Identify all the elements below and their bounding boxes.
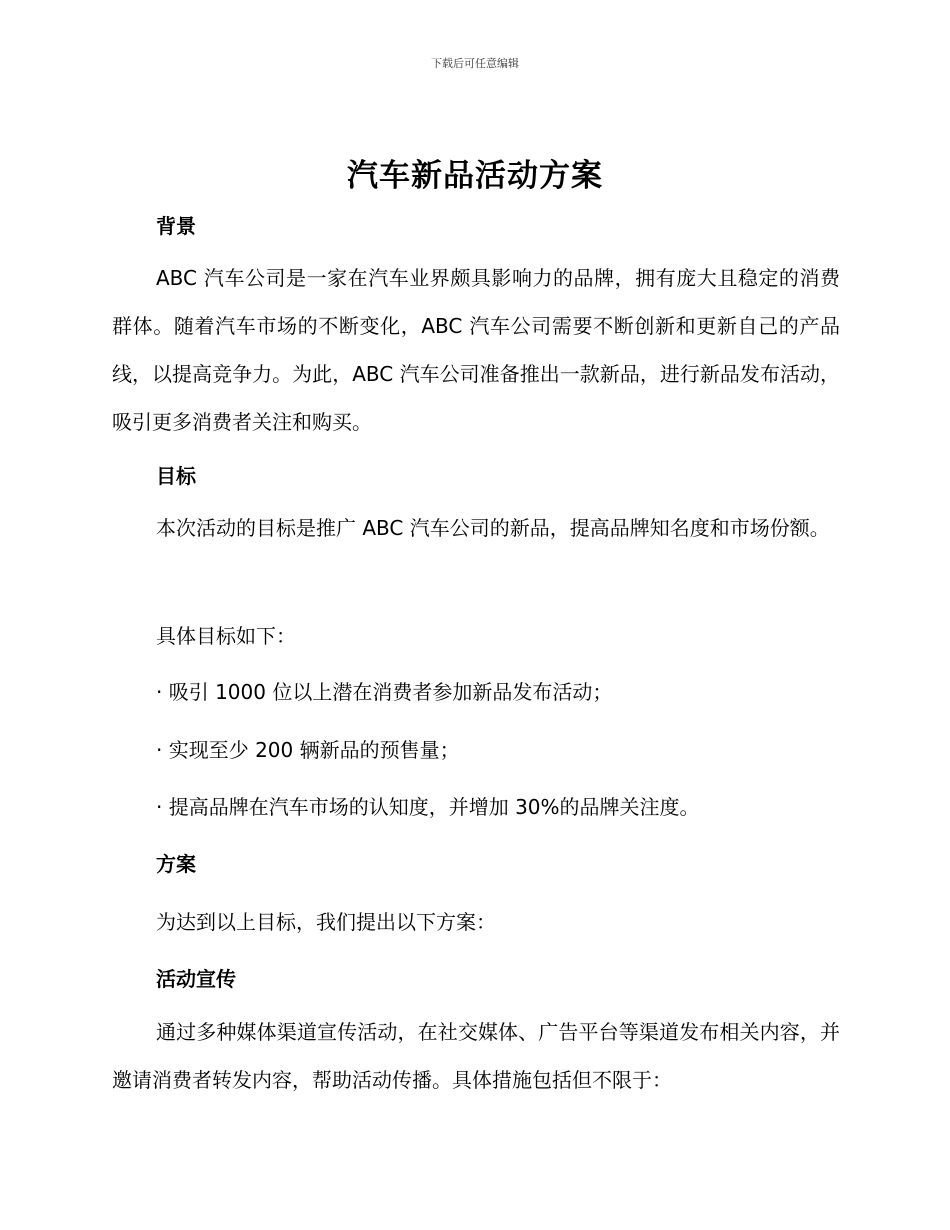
heading-goals: 目标 bbox=[156, 464, 196, 488]
goal-item: · 实现至少 200 辆新品的预售量； bbox=[156, 738, 460, 762]
heading-plan: 方案 bbox=[156, 852, 196, 876]
heading-promotion: 活动宣传 bbox=[156, 967, 236, 991]
heading-background: 背景 bbox=[156, 214, 196, 238]
goal-item: · 吸引 1000 位以上潜在消费者参加新品发布活动； bbox=[156, 680, 613, 704]
paragraph-background: ABC 汽车公司是一家在汽车业界颇具影响力的品牌，拥有庞大且稳定的消费群体。随着汽车市场的不断变化，ABC 汽车公司需要不断创新和更新自己的产品线，以提高竞争力。为此，ABC 汽车公司准备推出一款新品，进行新品发布活动，吸引更多消费者关注和购买。 bbox=[112, 266, 840, 434]
plan-intro: 为达到以上目标，我们提出以下方案： bbox=[156, 910, 496, 934]
goal-item: · 提高品牌在汽车市场的认知度，并增加 30%的品牌关注度。 bbox=[156, 795, 700, 819]
document-title: 汽车新品活动方案 bbox=[347, 158, 603, 194]
goals-intro: 具体目标如下： bbox=[156, 624, 296, 648]
paragraph-promotion: 通过多种媒体渠道宣传活动，在社交媒体、广告平台等渠道发布相关内容，并邀请消费者转发内容，帮助活动传播。具体措施包括但不限于： bbox=[112, 1020, 840, 1092]
page-header-note: 下载后可任意编辑 bbox=[431, 57, 519, 70]
paragraph-goals: 本次活动的目标是推广 ABC 汽车公司的新品，提高品牌知名度和市场份额。 bbox=[156, 516, 830, 540]
